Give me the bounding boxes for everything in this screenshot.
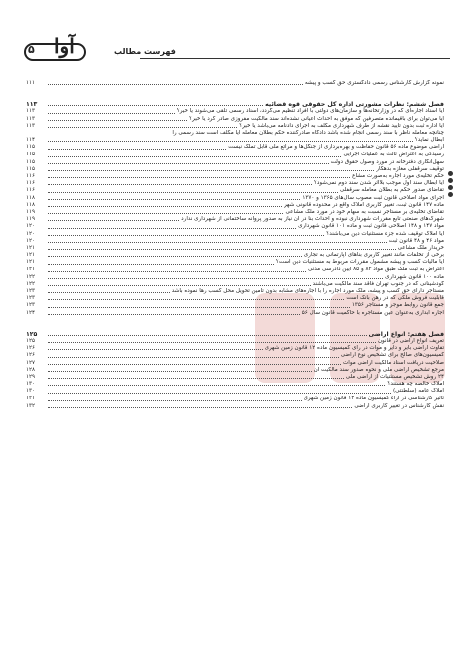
toc-dot-leader (48, 393, 391, 394)
toc-entry (26, 223, 444, 230)
toc-dot-leader (48, 120, 187, 121)
header-rule (140, 58, 450, 59)
toc-entry (26, 367, 444, 374)
toc-dot-leader (48, 278, 383, 279)
toc-dot-leader (48, 213, 283, 214)
toc-entry-title: تفاوت اراضی بایر و دایر و موات در رأی کمیسیون ماده ۱۲ قانون زمین شهری (264, 345, 444, 352)
toc-dot-leader (48, 84, 303, 85)
toc-page-number: ۱۳۰ (26, 381, 36, 388)
toc-entry (26, 209, 444, 216)
toc-entry (26, 195, 444, 202)
toc-dot-leader (48, 307, 350, 308)
toc-entry-title: اعتراض به ثبت ملک طبق مواد ۸۳ و ۸۵ آیین دادرسی مدنی (308, 266, 444, 273)
toc-entry-title: قابلیت فروش ملکی که در رهن بانک است (346, 295, 444, 302)
toc-dot-leader (48, 156, 341, 157)
toc-entry-title: کمیسیون‌های صالح برای تشخیص نوع اراضی (340, 352, 444, 359)
toc-page-number: ۱۱۵ (26, 165, 36, 172)
toc-page-number: ۱۲۱ (26, 252, 36, 259)
toc-dot-leader (48, 206, 282, 207)
toc-entry-title: تعریف انواع اراضی در قانون (377, 338, 444, 344)
toc-entry-title: ماده ۱۴۷ قانون ثبت، تغییر کاربری املاک واقع در محدوده قانونی شهر (283, 201, 444, 208)
toc-dot-leader (48, 141, 413, 142)
toc-dot-leader (48, 264, 274, 265)
toc-chapter-heading (26, 331, 444, 338)
toc-dot-leader (48, 407, 352, 408)
toc-entry-title: اراضی موضوع ماده ۵۶ قانون حفاظت و بهره‌برداری از جنگل‌ها و مراتع ملی قابل تملک نیست (228, 144, 444, 151)
toc-chapter-heading (26, 101, 444, 108)
toc-entry-title: ۲۴ روش تشخیص مستثنیات از اراضی ملی (345, 373, 444, 380)
toc-entry-title: جمع قانون روابط موجر و مستأجر ۱۳۵۶ (351, 302, 444, 309)
toc-entry-title: مرجع تشخیص اراضی ملی و نحوه صدور سند مالکیت آن (313, 366, 444, 373)
toc-entry (26, 396, 444, 403)
table-of-contents (26, 80, 444, 410)
toc-entry-title: آیا اداره ثبت بدون تأیید نقشه از طرف شهرداری مکلف به اجرای دادنامه می‌باشد یا خیر؟ (239, 122, 444, 129)
toc-entry-title: آیا ابطال سند اول موجب بلااثر شدن سند دوم نمی‌شود؟ (313, 180, 444, 187)
toc-entry (26, 202, 444, 209)
toc-entry (26, 137, 444, 144)
toc-page-number: ۱۲۴ (26, 309, 36, 316)
toc-dot-leader (48, 400, 302, 401)
toc-entry-title: فصل هفتم: انواع اراضی (368, 330, 444, 338)
toc-entry-title: اجرای مواد اصلاحی قانون ثبت مصوب سال‌های ۱۳۶۵ و ۱۳۷۰ (302, 194, 444, 201)
toc-entry (26, 231, 444, 238)
toc-page-number: ۱۲۰ (26, 230, 36, 237)
toc-entry-title: گودشینانی که در جنوب تهران فاقد سند مالکیت می‌باشند (312, 280, 444, 287)
toc-dot-leader (48, 357, 339, 358)
toc-entry (26, 381, 444, 388)
toc-page-number: ۱۱۹ (26, 209, 36, 215)
toc-page-number: ۱۲۵ (26, 330, 38, 338)
toc-dot-leader (48, 285, 311, 286)
toc-entry-title: ابطال نماید؟ (414, 137, 444, 144)
toc-dot-leader (48, 184, 312, 185)
toc-entry (26, 252, 444, 259)
toc-page-number: ۱۱۶ (26, 187, 36, 194)
toc-entry-title: فصل ششم: نظرات مشورتی اداره کل حقوقی قوه قضائیه (265, 101, 444, 109)
toc-dot-leader (48, 220, 179, 221)
toc-entry (26, 403, 444, 410)
toc-page-number: ۱۳۲ (26, 402, 36, 409)
toc-page-number: ۱۱۳ (26, 108, 36, 115)
toc-entry-title: تقاضای صدور حکم به بطلان معامله سرقفلی (339, 187, 444, 194)
toc-dot-leader (48, 149, 226, 150)
toc-page-number: ۱۲۱ (26, 266, 36, 273)
toc-dot-leader (48, 199, 300, 200)
toc-entry (26, 302, 444, 309)
toc-entry-title: اجاره ابداری به‌عنوان عین مستاجره با حاکمیت قانون سال ۵۶ (301, 309, 444, 316)
toc-entry-title: نمونه گزارش کارشناس رسمی دادگستری حق کسب و پیشه (304, 80, 444, 86)
toc-page-number: ۱۱۳ (26, 122, 36, 129)
toc-entry (26, 374, 444, 381)
side-dots-decoration (448, 171, 454, 199)
toc-entry-title: شهرک‌های صنعتی تابع مقررات شهرداری نبوده و احداث بنا در آن نیاز به صدور پروانه ساختمانی از شهرداری ندارد (181, 216, 444, 223)
toc-entry-title: تقاضای تخلیه‌ی بر مستأجر نسبت به سهام خود در مورد ملک مشاعی (285, 209, 444, 215)
toc-entry (26, 274, 444, 281)
toc-entry (26, 310, 444, 317)
toc-page-number: ۱۱۶ (26, 173, 36, 180)
toc-entry-title: مواد ۱۴۷ و ۱۴۸ اصلاحی قانون ثبت و ماده ۱۰۱ قانون شهرداری (298, 223, 444, 230)
toc-dot-leader (48, 192, 338, 193)
toc-dot-leader (48, 127, 237, 128)
toc-page-number: ۱۲۸ (26, 366, 36, 373)
page-number: ۵ (28, 43, 35, 56)
toc-dot-leader (48, 314, 300, 315)
toc-entry (26, 130, 444, 137)
toc-dot-leader (48, 378, 344, 379)
toc-page-number: ۱۱۵ (26, 151, 36, 158)
toc-entry (26, 288, 444, 295)
toc-dot-leader (48, 249, 396, 250)
toc-entry-title: آیا اسناد اجاره‌ای که در وزارتخانه‌ها و سازمان‌های دولتی با افراد تنظیم می‌گردد، اسناد رسمی تلقی می‌شوند یا خیر؟ (176, 108, 444, 115)
toc-entry (26, 259, 444, 266)
toc-entry (26, 281, 444, 288)
toc-entry (26, 238, 444, 245)
toc-entry-title: آیا املاک توقیف شده جزء مستثنیات دین می‌باشند؟ (326, 230, 444, 237)
toc-page-number: ۱۱۴ (26, 137, 36, 144)
toc-dot-leader (48, 170, 374, 171)
toc-entry-title: سهل‌انگاری دفترخانه در مورد وصول حقوق دولت (330, 158, 444, 165)
toc-page-number: ۱۱۸ (26, 194, 36, 201)
toc-page-number: ۱۲۱ (26, 244, 36, 251)
toc-entry (26, 187, 444, 194)
logo-mark: آوا (54, 34, 75, 58)
toc-dot-leader (48, 256, 302, 257)
toc-dot-leader (48, 349, 263, 350)
toc-page-number: ۱۲۲ (26, 280, 36, 287)
toc-page-number: ۱۱۶ (26, 180, 36, 187)
toc-entry (26, 123, 444, 130)
section-gap (26, 87, 444, 101)
toc-entry (26, 245, 444, 252)
toc-page-number: ۱۲۶ (26, 352, 36, 359)
toc-dot-leader (48, 371, 312, 372)
toc-dot-leader (48, 385, 385, 386)
toc-dot-leader (48, 163, 329, 164)
toc-dot-leader (48, 113, 175, 114)
toc-page-number: ۱۲۱ (26, 259, 36, 266)
toc-entry-title: مواد ۴۶ و ۴۸ قانون ثبت (388, 237, 444, 244)
toc-entry-title: ماده ۱۰۰ قانون شهرداری (385, 273, 444, 280)
toc-entry (26, 144, 444, 151)
toc-page-number: ۱۱۳ (26, 115, 36, 122)
toc-dot-leader (48, 271, 306, 272)
toc-entry (26, 80, 444, 87)
toc-entry-title: برخی از تخلفات مانند تغییر کاربری بناهای آپارتمانی به تجاری (303, 252, 444, 259)
toc-entry (26, 295, 444, 302)
toc-entry (26, 108, 444, 115)
toc-page-number: ۱۱۵ (26, 158, 36, 165)
toc-entry (26, 360, 444, 367)
toc-dot-leader (48, 364, 341, 365)
toc-page-number: ۱۳۱ (26, 395, 36, 402)
page-header (20, 34, 450, 66)
toc-entry (26, 388, 444, 395)
toc-entry-title: چنانچه معامله ناظر با سند رسمی انجام شده باشد دادگاه صادرکننده حکم بطلان معامله آیا مکلف است سند رسمی را (172, 129, 444, 136)
toc-page-number: ۱۲۰ (26, 223, 36, 230)
toc-entry-title: آیا می‌توان برای باقیمانده متصرفین که موفق به احداث اعیانی نشده‌اند سند مالکیت مفروزی صادر کرد یا خیر؟ (189, 115, 444, 122)
toc-entry (26, 116, 444, 123)
toc-page-number: ۱۲۳ (26, 295, 36, 302)
toc-page-number: ۱۲۳ (26, 302, 36, 309)
toc-page-number: ۱۱۸ (26, 201, 36, 208)
toc-page-number: ۱۱۹ (26, 216, 36, 223)
page-title: فهرست مطالب (114, 47, 176, 56)
section-gap (26, 317, 444, 331)
toc-dot-leader (48, 228, 296, 229)
toc-page-number: ۱۲۷ (26, 359, 36, 366)
toc-entry-title: صلاحیت دریافت اسناد مالکیت اراضی موات (343, 359, 444, 366)
toc-dot-leader (48, 105, 263, 106)
toc-entry-title: رسیدگی به اعتراض ثالث به عملیات اجرایی (343, 151, 444, 158)
toc-entry (26, 173, 444, 180)
toc-entry-title: توقیف سرقفلی مغازه بدهکار (376, 165, 444, 172)
toc-entry (26, 345, 444, 352)
toc-entry (26, 216, 444, 223)
toc-entry (26, 338, 444, 345)
toc-page-number: ۱۱۳ (26, 101, 38, 109)
toc-entry (26, 352, 444, 359)
toc-entry-title: نقش کارشناس در تغییر کاربری اراضی (354, 402, 444, 409)
toc-entry-title: حکم تخلیه‌ی مورد اجاره به‌صورت مشاع (352, 173, 444, 180)
toc-entry (26, 267, 444, 274)
toc-dot-leader (48, 235, 324, 236)
toc-dot-leader (48, 177, 350, 178)
toc-page-number: ۱۲۳ (26, 288, 36, 295)
toc-page-number: ۱۱۱ (26, 80, 36, 86)
toc-page-number: ۱۲۲ (26, 273, 36, 280)
toc-page-number: ۱۱۵ (26, 144, 36, 151)
toc-entry-title: آیا مالیات کسب و پیشه مشمول مقررات مربوط به مستثنیات دین است؟ (275, 259, 444, 266)
toc-dot-leader (48, 242, 387, 243)
toc-entry (26, 152, 444, 159)
toc-entry-title: املاک خالصه چه هستند؟ (387, 381, 444, 388)
toc-dot-leader (48, 335, 367, 336)
toc-dot-leader (48, 342, 376, 343)
toc-entry (26, 166, 444, 173)
toc-page-number: ۱۳۰ (26, 388, 36, 395)
toc-entry-title: مستأجر دارای حق کسب و پیشه، ملک مورد اجاره را با اجاره‌های مشابه بدون تأمین تحویل محل کسب رها نموده باشد (171, 288, 444, 295)
toc-page-number: ۱۲۵ (26, 338, 36, 344)
publisher-logo (20, 34, 106, 64)
toc-page-number: ۱۲۹ (26, 373, 36, 380)
toc-page-number: ۱۲۶ (26, 345, 36, 352)
toc-entry (26, 180, 444, 187)
toc-entry-title: تأثیر کارشناسی در آراء کمیسیون ماده ۱۲ قانون زمین شهری (303, 395, 444, 402)
toc-entry-title: املاک عامه (سلطنتی) (392, 388, 444, 395)
toc-entry (26, 159, 444, 166)
toc-dot-leader (48, 299, 344, 300)
toc-dot-leader (48, 292, 170, 293)
toc-page-number: ۱۲۰ (26, 237, 36, 244)
toc-entry-title: خریدار ملک مشاعی (397, 244, 444, 251)
